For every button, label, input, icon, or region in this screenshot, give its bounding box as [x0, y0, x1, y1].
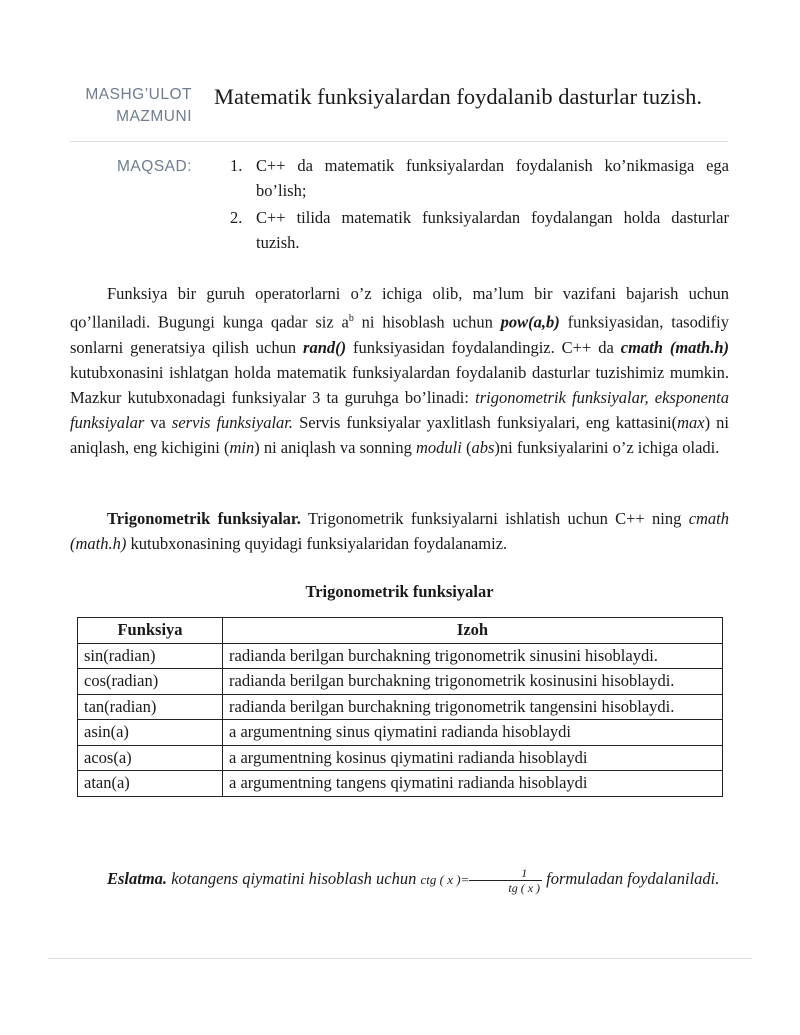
function-cell: sin(radian): [78, 643, 223, 669]
footer-divider: [48, 958, 752, 959]
intro-paragraph: [70, 281, 729, 460]
group-exp: eksponenta funksiyalar: [70, 387, 729, 432]
intro-text: Servis funksiyalar yaxlitlash funksiyalari, eng kattasini(: [293, 412, 678, 432]
description-cell: a argumentning kosinus qiymatini radianda hisoblaydi: [223, 745, 723, 771]
cmath-lib: cmath (math.h): [70, 509, 730, 553]
function-cell: tan(radian): [78, 694, 223, 720]
max-word: max: [677, 412, 705, 432]
note-text: kotangens qiymatini hisoblash uchun: [167, 869, 421, 888]
intro-text: funksiyasidan foydalandingiz. C++ da: [346, 337, 621, 357]
note-label: Eslatma.: [107, 869, 168, 888]
description-cell: radianda berilgan burchakning trigonometrik kosinusini hisoblaydi.: [223, 669, 723, 695]
description-cell: a argumentning sinus qiymatini radianda hisoblaydi: [223, 720, 723, 746]
description-cell: a argumentning tangens qiymatini radianda hisoblaydi: [223, 771, 723, 797]
rand-func: rand(): [303, 337, 347, 357]
moduli-word: moduli: [416, 437, 462, 457]
function-cell: asin(a): [78, 720, 223, 746]
table-header-row: [78, 618, 723, 644]
goal-number: 2.: [230, 208, 243, 227]
function-cell: acos(a): [78, 745, 223, 771]
mashgulot-label: [40, 84, 192, 128]
formula-fraction: [469, 866, 542, 895]
table-row: [78, 643, 723, 669]
intro-text: (: [461, 437, 472, 457]
trig-text: kutubxonasining quyidagi funksiyalaridan foydalanamiz.: [126, 534, 508, 553]
function-cell: cos(radian): [78, 669, 223, 695]
min-word: min: [229, 437, 255, 457]
table-row: [78, 669, 723, 695]
maqsad-label: MAQSAD:: [117, 158, 192, 175]
trig-heading: Trigonometrik funksiyalar.: [107, 509, 301, 528]
formula-lhs: ctg ( x )=: [420, 872, 470, 887]
goal-number: 1.: [230, 156, 243, 175]
goal-text: C++ tilida matematik funksiyalardan foydalangan holda dasturlar tuzish.: [256, 208, 729, 252]
description-cell: radianda berilgan burchakning trigonometrik sinusini hisoblaydi.: [223, 643, 723, 669]
intro-text: ) ni aniqlash, eng kichigini (: [70, 412, 729, 457]
table-row: [78, 694, 723, 720]
goal-item: [230, 205, 729, 255]
note-text: formuladan foydalaniladi.: [542, 869, 720, 888]
goal-item: [230, 153, 729, 203]
intro-text: ) ni aniqlash va sonning: [254, 437, 416, 457]
intro-text: funksiyasidan, tasodifiy sonlarni generatsiya qilish uchun: [70, 312, 729, 357]
table-row: [78, 745, 723, 771]
cmath-lib: cmath (math.h): [620, 337, 729, 357]
intro-text: Funksiya bir guruh operatorlarni o’z ichiga olib, ma’lum bir vazifani bajarish uchun qo’llaniladi. Bugungi kunga qadar siz a: [70, 284, 729, 332]
functions-table: [77, 617, 723, 797]
superscript-b: b: [348, 313, 354, 324]
abs-word: abs: [471, 437, 495, 457]
header-divider: [70, 141, 728, 142]
formula-numerator: 1: [469, 866, 542, 881]
intro-text: ni hisoblash uchun: [353, 312, 501, 332]
header-funksiya: Funksiya: [78, 618, 223, 644]
side-label-line2: MAZMUNI: [116, 108, 192, 125]
intro-text: )ni funksiyalarini o’z ichiga oladi.: [494, 437, 720, 457]
table-row: [78, 771, 723, 797]
formula-denominator: tg ( x ): [508, 880, 541, 895]
goal-text: C++ da matematik funksiyalardan foydalanish ko’nikmasiga ega bo’lish;: [256, 156, 729, 200]
intro-text: va: [144, 412, 172, 432]
group-trig: trigonometrik funksiyalar,: [475, 387, 649, 407]
table-row: [78, 720, 723, 746]
description-cell: radianda berilgan burchakning trigonometrik tangensini hisoblaydi.: [223, 694, 723, 720]
page-title: Matematik funksiyalardan foydalanib dasturlar tuzish.: [214, 84, 702, 109]
note-paragraph: [70, 862, 729, 897]
side-label-line1: MASHG’ULOT: [85, 86, 192, 103]
pow-func: pow(a,b): [500, 312, 560, 332]
header-izoh: Izoh: [223, 618, 723, 644]
goals-list: [230, 153, 729, 257]
group-service: servis funksiyalar.: [171, 412, 294, 432]
intro-text: kutubxonasini ishlatgan holda matematik funksiyalardan foydalanib dasturlar tuzishimiz mumkin. Mazkur kutubxonadagi funksiyalar 3 ta guruhga bo’linadi:: [70, 362, 729, 407]
function-cell: atan(a): [78, 771, 223, 797]
trig-paragraph: [70, 506, 729, 556]
table-caption: Trigonometrik funksiyalar: [305, 582, 494, 601]
trig-text: Trigonometrik funksiyalarni ishlatish uchun C++ ning: [300, 509, 689, 528]
